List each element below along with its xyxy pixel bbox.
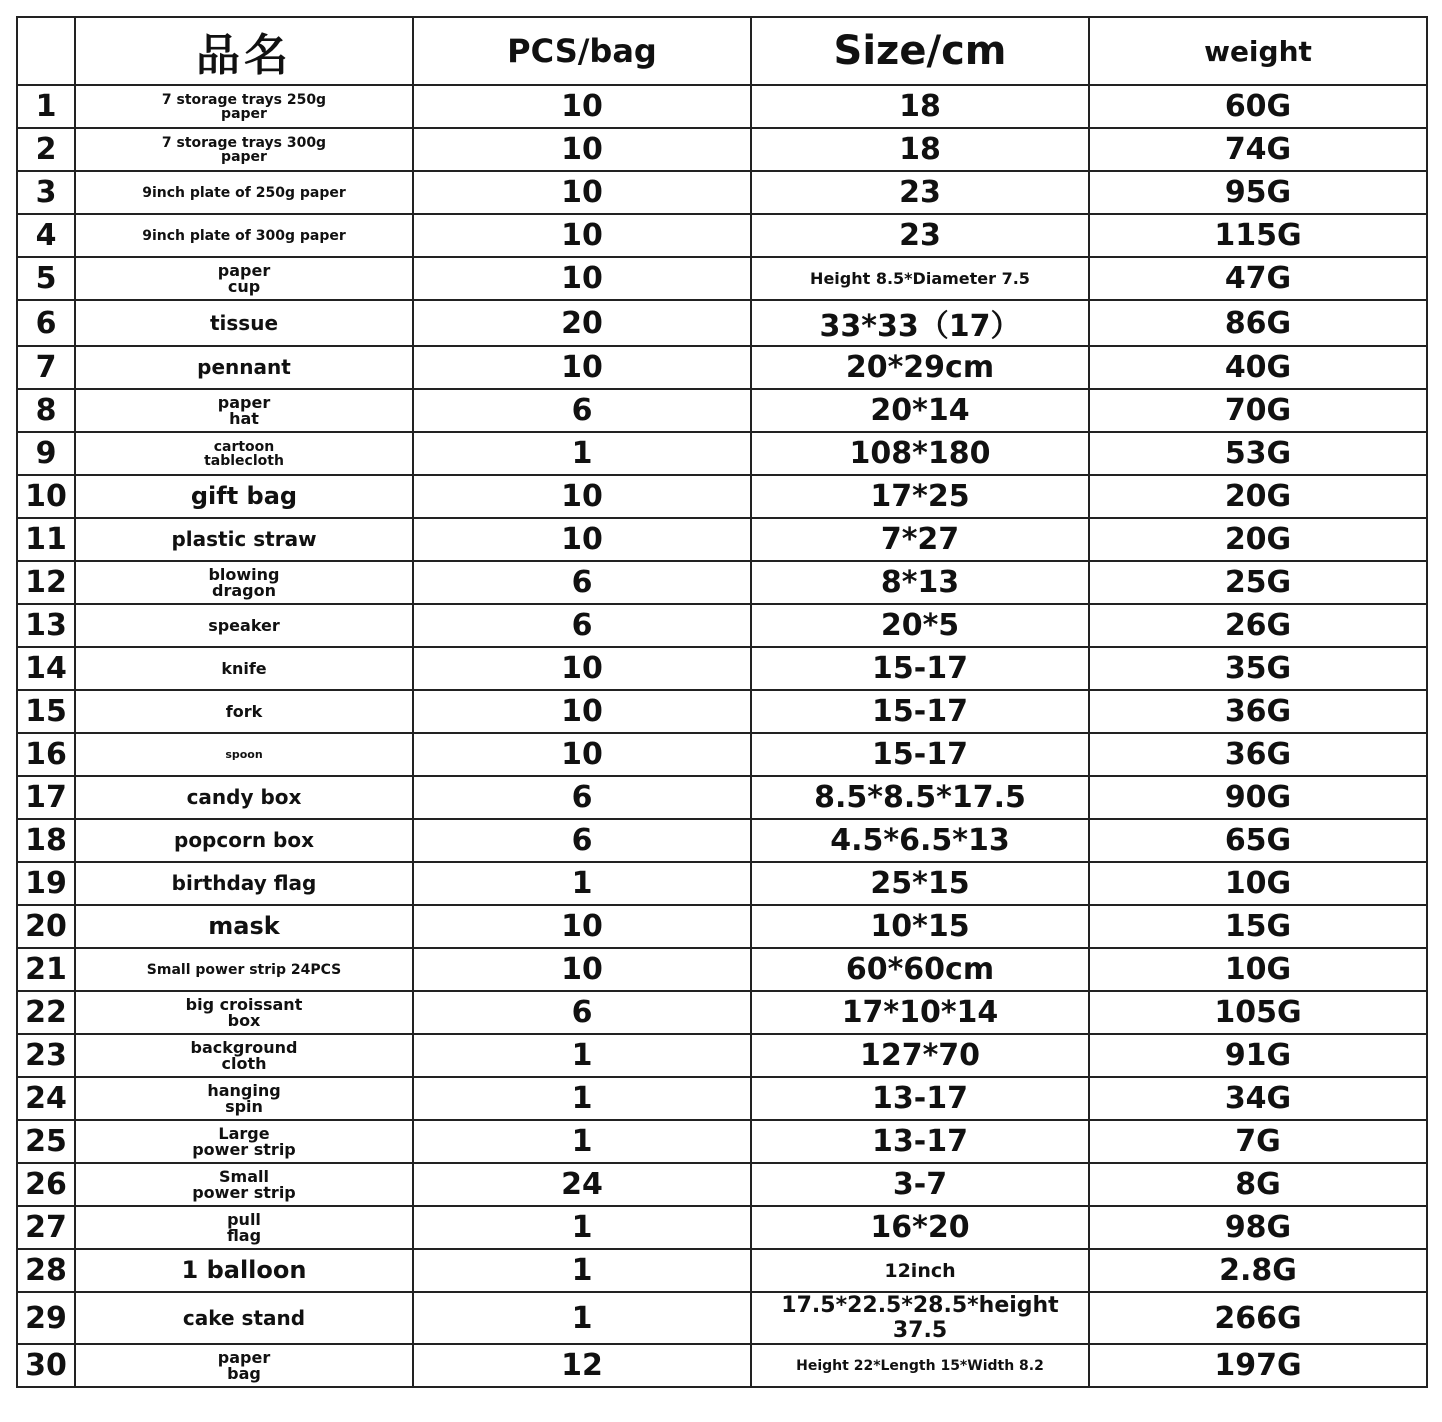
table-row — [17, 171, 1427, 214]
pcs-per-bag: 1 — [413, 1249, 751, 1292]
weight: 2.8G — [1089, 1249, 1427, 1292]
pcs-per-bag: 1 — [413, 1034, 751, 1077]
product-name: 9inch plate of 250g paper — [75, 171, 413, 214]
row-number: 20 — [17, 905, 75, 948]
product-name: blowing dragon — [75, 561, 413, 604]
pcs-per-bag: 10 — [413, 128, 751, 171]
pcs-per-bag: 1 — [413, 1206, 751, 1249]
size-cm: Height 22*Length 15*Width 8.2 — [751, 1344, 1089, 1387]
product-name: hanging spin — [75, 1077, 413, 1120]
pcs-per-bag: 10 — [413, 214, 751, 257]
pcs-per-bag: 12 — [413, 1344, 751, 1387]
pcs-per-bag: 10 — [413, 346, 751, 389]
row-number: 19 — [17, 862, 75, 905]
size-cm: 20*29cm — [751, 346, 1089, 389]
table-row — [17, 561, 1427, 604]
weight: 70G — [1089, 389, 1427, 432]
pcs-per-bag: 10 — [413, 647, 751, 690]
pcs-per-bag: 10 — [413, 948, 751, 991]
product-name: knife — [75, 647, 413, 690]
size-cm: 23 — [751, 214, 1089, 257]
pcs-per-bag: 10 — [413, 690, 751, 733]
row-number: 12 — [17, 561, 75, 604]
product-name: tissue — [75, 300, 413, 346]
size-cm: 108*180 — [751, 432, 1089, 475]
table-row — [17, 862, 1427, 905]
product-name: 7 storage trays 250g paper — [75, 85, 413, 128]
product-name: spoon — [75, 733, 413, 776]
weight: 7G — [1089, 1120, 1427, 1163]
row-number: 27 — [17, 1206, 75, 1249]
table-row — [17, 1344, 1427, 1387]
size-cm: 17*25 — [751, 475, 1089, 518]
header-pcs-per-bag: PCS/bag — [413, 17, 751, 85]
row-number: 13 — [17, 604, 75, 647]
row-number: 30 — [17, 1344, 75, 1387]
size-cm: 17.5*22.5*28.5*height 37.5 — [751, 1292, 1089, 1344]
size-cm: 8*13 — [751, 561, 1089, 604]
weight: 35G — [1089, 647, 1427, 690]
row-number: 22 — [17, 991, 75, 1034]
product-name: fork — [75, 690, 413, 733]
weight: 86G — [1089, 300, 1427, 346]
product-name: birthday flag — [75, 862, 413, 905]
table-row — [17, 690, 1427, 733]
table-row — [17, 432, 1427, 475]
header-product-name: 品名 — [75, 17, 413, 85]
row-number: 8 — [17, 389, 75, 432]
table-row — [17, 647, 1427, 690]
pcs-per-bag: 10 — [413, 257, 751, 300]
size-cm: 18 — [751, 128, 1089, 171]
product-spec-table — [16, 16, 1428, 1388]
row-number: 7 — [17, 346, 75, 389]
pcs-per-bag: 6 — [413, 819, 751, 862]
row-number: 2 — [17, 128, 75, 171]
pcs-per-bag: 6 — [413, 561, 751, 604]
weight: 91G — [1089, 1034, 1427, 1077]
row-number: 25 — [17, 1120, 75, 1163]
row-number: 14 — [17, 647, 75, 690]
size-cm: 33*33（17） — [751, 300, 1089, 346]
header-weight: weight — [1089, 17, 1427, 85]
pcs-per-bag: 1 — [413, 1077, 751, 1120]
table-row — [17, 257, 1427, 300]
table-row — [17, 1163, 1427, 1206]
weight: 34G — [1089, 1077, 1427, 1120]
weight: 8G — [1089, 1163, 1427, 1206]
table-row — [17, 604, 1427, 647]
row-number: 29 — [17, 1292, 75, 1344]
weight: 10G — [1089, 948, 1427, 991]
table-row — [17, 905, 1427, 948]
product-name: background cloth — [75, 1034, 413, 1077]
pcs-per-bag: 10 — [413, 171, 751, 214]
size-cm: Height 8.5*Diameter 7.5 — [751, 257, 1089, 300]
size-cm: 16*20 — [751, 1206, 1089, 1249]
row-number: 4 — [17, 214, 75, 257]
weight: 47G — [1089, 257, 1427, 300]
table-row — [17, 346, 1427, 389]
pcs-per-bag: 1 — [413, 1292, 751, 1344]
product-name: pennant — [75, 346, 413, 389]
row-number: 17 — [17, 776, 75, 819]
table-row — [17, 776, 1427, 819]
row-number: 24 — [17, 1077, 75, 1120]
product-name: 9inch plate of 300g paper — [75, 214, 413, 257]
pcs-per-bag: 10 — [413, 733, 751, 776]
pcs-per-bag: 6 — [413, 991, 751, 1034]
weight: 115G — [1089, 214, 1427, 257]
product-name: 1 balloon — [75, 1249, 413, 1292]
row-number: 9 — [17, 432, 75, 475]
pcs-per-bag: 10 — [413, 475, 751, 518]
weight: 60G — [1089, 85, 1427, 128]
product-name: 7 storage trays 300g paper — [75, 128, 413, 171]
weight: 10G — [1089, 862, 1427, 905]
size-cm: 60*60cm — [751, 948, 1089, 991]
size-cm: 17*10*14 — [751, 991, 1089, 1034]
weight: 26G — [1089, 604, 1427, 647]
size-cm: 12inch — [751, 1249, 1089, 1292]
weight: 90G — [1089, 776, 1427, 819]
weight: 197G — [1089, 1344, 1427, 1387]
product-name: paper hat — [75, 389, 413, 432]
size-cm: 3-7 — [751, 1163, 1089, 1206]
table-row — [17, 1206, 1427, 1249]
pcs-per-bag: 10 — [413, 85, 751, 128]
size-cm: 13-17 — [751, 1077, 1089, 1120]
size-cm: 10*15 — [751, 905, 1089, 948]
product-name: popcorn box — [75, 819, 413, 862]
table-row — [17, 300, 1427, 346]
table-row — [17, 948, 1427, 991]
pcs-per-bag: 6 — [413, 604, 751, 647]
pcs-per-bag: 6 — [413, 776, 751, 819]
product-name: speaker — [75, 604, 413, 647]
header-number — [17, 17, 75, 85]
product-name: Small power strip 24PCS — [75, 948, 413, 991]
table-row — [17, 1034, 1427, 1077]
product-name: big croissant box — [75, 991, 413, 1034]
table-row — [17, 518, 1427, 561]
table-row — [17, 214, 1427, 257]
product-name: paper bag — [75, 1344, 413, 1387]
table-row — [17, 733, 1427, 776]
row-number: 6 — [17, 300, 75, 346]
weight: 98G — [1089, 1206, 1427, 1249]
table-row — [17, 1249, 1427, 1292]
product-name: pull flag — [75, 1206, 413, 1249]
size-cm: 127*70 — [751, 1034, 1089, 1077]
table-row — [17, 475, 1427, 518]
header-row — [17, 17, 1427, 85]
weight: 53G — [1089, 432, 1427, 475]
product-name: cake stand — [75, 1292, 413, 1344]
header-size: Size/cm — [751, 17, 1089, 85]
row-number: 11 — [17, 518, 75, 561]
product-name: mask — [75, 905, 413, 948]
size-cm: 20*5 — [751, 604, 1089, 647]
size-cm: 20*14 — [751, 389, 1089, 432]
product-name: paper cup — [75, 257, 413, 300]
weight: 95G — [1089, 171, 1427, 214]
size-cm: 23 — [751, 171, 1089, 214]
pcs-per-bag: 10 — [413, 905, 751, 948]
product-name: Large power strip — [75, 1120, 413, 1163]
row-number: 18 — [17, 819, 75, 862]
row-number: 26 — [17, 1163, 75, 1206]
pcs-per-bag: 1 — [413, 862, 751, 905]
table-row — [17, 991, 1427, 1034]
size-cm: 15-17 — [751, 733, 1089, 776]
table-row — [17, 1120, 1427, 1163]
weight: 105G — [1089, 991, 1427, 1034]
size-cm: 18 — [751, 85, 1089, 128]
table-row — [17, 85, 1427, 128]
weight: 36G — [1089, 690, 1427, 733]
weight: 65G — [1089, 819, 1427, 862]
weight: 20G — [1089, 518, 1427, 561]
product-name: plastic straw — [75, 518, 413, 561]
product-name: Small power strip — [75, 1163, 413, 1206]
table-row — [17, 819, 1427, 862]
table-row — [17, 128, 1427, 171]
size-cm: 4.5*6.5*13 — [751, 819, 1089, 862]
weight: 20G — [1089, 475, 1427, 518]
row-number: 15 — [17, 690, 75, 733]
size-cm: 15-17 — [751, 690, 1089, 733]
row-number: 10 — [17, 475, 75, 518]
size-cm: 15-17 — [751, 647, 1089, 690]
row-number: 21 — [17, 948, 75, 991]
size-cm: 13-17 — [751, 1120, 1089, 1163]
pcs-per-bag: 1 — [413, 432, 751, 475]
weight: 74G — [1089, 128, 1427, 171]
pcs-per-bag: 6 — [413, 389, 751, 432]
weight: 15G — [1089, 905, 1427, 948]
pcs-per-bag: 10 — [413, 518, 751, 561]
weight: 40G — [1089, 346, 1427, 389]
row-number: 1 — [17, 85, 75, 128]
row-number: 28 — [17, 1249, 75, 1292]
product-name: cartoon tablecloth — [75, 432, 413, 475]
product-name: gift bag — [75, 475, 413, 518]
pcs-per-bag: 20 — [413, 300, 751, 346]
row-number: 3 — [17, 171, 75, 214]
pcs-per-bag: 24 — [413, 1163, 751, 1206]
row-number: 16 — [17, 733, 75, 776]
size-cm: 25*15 — [751, 862, 1089, 905]
table-row — [17, 1077, 1427, 1120]
product-name: candy box — [75, 776, 413, 819]
size-cm: 7*27 — [751, 518, 1089, 561]
weight: 25G — [1089, 561, 1427, 604]
row-number: 23 — [17, 1034, 75, 1077]
size-cm: 8.5*8.5*17.5 — [751, 776, 1089, 819]
weight: 36G — [1089, 733, 1427, 776]
pcs-per-bag: 1 — [413, 1120, 751, 1163]
row-number: 5 — [17, 257, 75, 300]
weight: 266G — [1089, 1292, 1427, 1344]
table-row — [17, 1292, 1427, 1344]
table-row — [17, 389, 1427, 432]
